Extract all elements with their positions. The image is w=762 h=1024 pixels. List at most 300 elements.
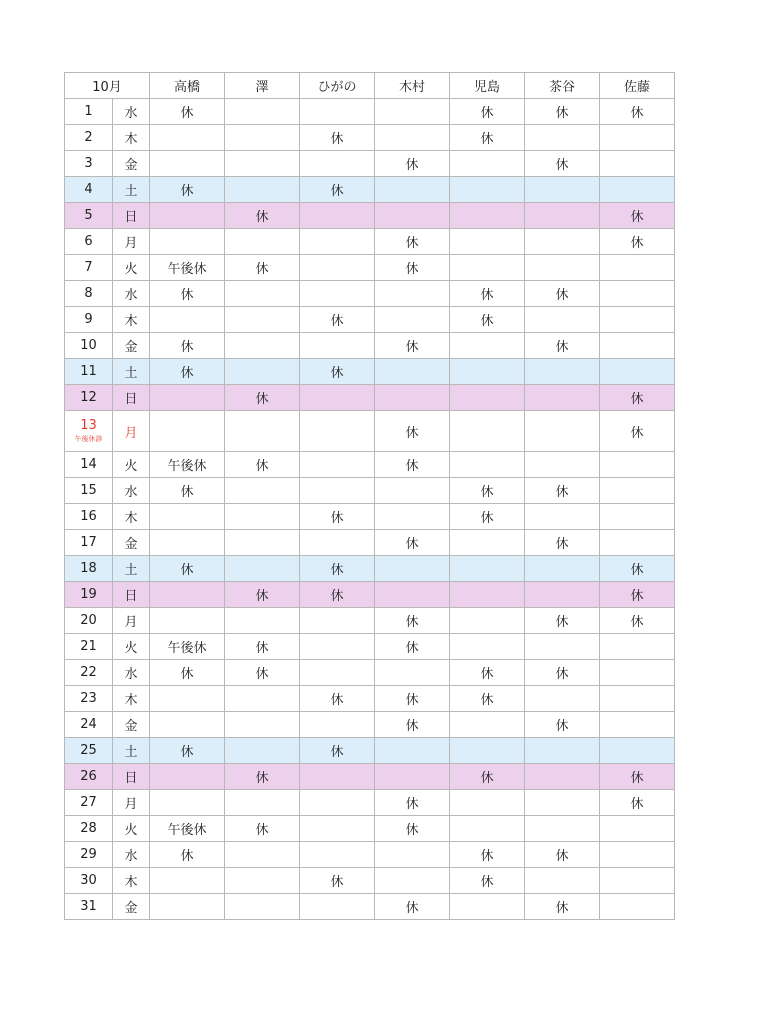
leave-cell: [600, 868, 675, 894]
day-row: [65, 764, 675, 790]
day-row: [65, 385, 675, 411]
leave-cell: [375, 764, 450, 790]
leave-cell: 休: [375, 686, 450, 712]
weekday-cell: 土: [113, 738, 150, 764]
date-number: 9: [84, 311, 93, 327]
date-cell: [65, 504, 113, 530]
leave-cell: [375, 582, 450, 608]
leave-cell: 休: [225, 816, 300, 842]
leave-cell: [600, 177, 675, 203]
leave-cell: [450, 582, 525, 608]
leave-cell: [300, 333, 375, 359]
leave-cell: 休: [375, 790, 450, 816]
leave-cell: [225, 125, 300, 151]
leave-cell: [525, 452, 600, 478]
date-number: 12: [80, 389, 97, 405]
leave-cell: 休: [225, 255, 300, 281]
weekday-cell: 土: [113, 177, 150, 203]
leave-cell: [450, 556, 525, 582]
leave-cell: [450, 177, 525, 203]
leave-cell: [225, 99, 300, 125]
date-number: 1: [84, 103, 93, 119]
date-cell: [65, 556, 113, 582]
leave-cell: [450, 816, 525, 842]
date-cell: [65, 255, 113, 281]
leave-cell: [150, 868, 225, 894]
leave-cell: [600, 151, 675, 177]
leave-cell: [150, 229, 225, 255]
date-cell: [65, 125, 113, 151]
date-cell: [65, 203, 113, 229]
leave-cell: 休: [300, 556, 375, 582]
date-number: 11: [80, 363, 97, 379]
leave-cell: 休: [300, 307, 375, 333]
leave-cell: 休: [375, 816, 450, 842]
leave-cell: [375, 660, 450, 686]
leave-cell: [375, 738, 450, 764]
leave-cell: [450, 452, 525, 478]
date-cell: [65, 738, 113, 764]
leave-cell: [150, 385, 225, 411]
date-cell: [65, 151, 113, 177]
leave-cell: [375, 504, 450, 530]
leave-cell: [375, 842, 450, 868]
date-cell: [65, 281, 113, 307]
date-number: 26: [80, 768, 97, 784]
weekday-cell: 水: [113, 478, 150, 504]
day-row: [65, 229, 675, 255]
leave-cell: 休: [300, 359, 375, 385]
leave-cell: [300, 764, 375, 790]
date-cell: [65, 229, 113, 255]
weekday-cell: 火: [113, 816, 150, 842]
date-cell: [65, 385, 113, 411]
day-row: [65, 125, 675, 151]
day-row: [65, 333, 675, 359]
leave-cell: 休: [375, 712, 450, 738]
leave-cell: [600, 125, 675, 151]
day-row: [65, 359, 675, 385]
leave-cell: [375, 359, 450, 385]
leave-cell: 休: [375, 452, 450, 478]
day-row: [65, 307, 675, 333]
leave-cell: 休: [600, 790, 675, 816]
leave-cell: 休: [225, 452, 300, 478]
leave-cell: [450, 530, 525, 556]
day-row: [65, 151, 675, 177]
leave-cell: 休: [450, 99, 525, 125]
leave-cell: 休: [600, 411, 675, 452]
leave-cell: [225, 411, 300, 452]
leave-cell: [525, 125, 600, 151]
leave-cell: 休: [225, 634, 300, 660]
leave-cell: [225, 712, 300, 738]
weekday-cell: 日: [113, 385, 150, 411]
leave-cell: [600, 712, 675, 738]
leave-cell: 休: [450, 478, 525, 504]
leave-cell: [150, 411, 225, 452]
leave-cell: 休: [525, 99, 600, 125]
leave-cell: [300, 281, 375, 307]
leave-cell: 休: [525, 151, 600, 177]
day-row: [65, 634, 675, 660]
date-number: 15: [80, 482, 97, 498]
weekday-cell: 月: [113, 790, 150, 816]
date-number: 3: [84, 155, 93, 171]
leave-cell: [300, 255, 375, 281]
leave-cell: [600, 842, 675, 868]
leave-cell: [600, 255, 675, 281]
leave-cell: 休: [150, 738, 225, 764]
leave-cell: [150, 307, 225, 333]
date-cell: [65, 530, 113, 556]
day-row: [65, 790, 675, 816]
day-row: [65, 868, 675, 894]
leave-cell: 午後休: [150, 816, 225, 842]
leave-cell: 休: [450, 686, 525, 712]
leave-cell: [450, 203, 525, 229]
weekday-cell: 木: [113, 504, 150, 530]
leave-cell: [525, 816, 600, 842]
leave-cell: 休: [525, 894, 600, 920]
leave-cell: 休: [150, 333, 225, 359]
day-row: [65, 842, 675, 868]
leave-cell: [300, 478, 375, 504]
leave-cell: [525, 764, 600, 790]
leave-cell: [300, 452, 375, 478]
leave-cell: [600, 686, 675, 712]
leave-cell: [525, 359, 600, 385]
day-row: [65, 177, 675, 203]
leave-cell: [300, 608, 375, 634]
weekday-cell: 月: [113, 608, 150, 634]
date-cell: [65, 359, 113, 385]
date-number: 13: [80, 418, 97, 433]
leave-cell: [300, 842, 375, 868]
date-number: 2: [84, 129, 93, 145]
leave-cell: 休: [525, 281, 600, 307]
leave-cell: [525, 307, 600, 333]
date-number: 5: [84, 207, 93, 223]
leave-cell: [225, 307, 300, 333]
day-row: [65, 504, 675, 530]
weekday-cell: 木: [113, 686, 150, 712]
leave-cell: [150, 203, 225, 229]
day-row: [65, 530, 675, 556]
date-note: 午後休診: [74, 435, 103, 443]
leave-cell: [525, 738, 600, 764]
leave-cell: 休: [600, 764, 675, 790]
date-cell: [65, 307, 113, 333]
staff-header: 澤: [225, 73, 300, 99]
day-row: [65, 556, 675, 582]
leave-cell: [225, 359, 300, 385]
date-number: 8: [84, 285, 93, 301]
leave-cell: [525, 177, 600, 203]
date-cell: [65, 712, 113, 738]
leave-cell: [300, 634, 375, 660]
leave-cell: 休: [525, 842, 600, 868]
leave-cell: 休: [300, 582, 375, 608]
day-row: [65, 816, 675, 842]
leave-cell: 休: [150, 478, 225, 504]
weekday-cell: 木: [113, 125, 150, 151]
leave-cell: 休: [450, 504, 525, 530]
leave-cell: [225, 868, 300, 894]
leave-cell: [600, 634, 675, 660]
date-cell: [65, 790, 113, 816]
date-number: 17: [80, 534, 97, 550]
weekday-cell: 水: [113, 281, 150, 307]
leave-cell: [600, 359, 675, 385]
leave-cell: [300, 530, 375, 556]
leave-cell: [300, 816, 375, 842]
leave-cell: [450, 894, 525, 920]
staff-header: 児島: [450, 73, 525, 99]
date-cell: [65, 478, 113, 504]
weekday-cell: 土: [113, 359, 150, 385]
leave-cell: [450, 359, 525, 385]
leave-cell: 休: [150, 177, 225, 203]
leave-cell: 午後休: [150, 255, 225, 281]
leave-cell: [150, 712, 225, 738]
date-cell: [65, 894, 113, 920]
leave-cell: 休: [225, 203, 300, 229]
leave-cell: 休: [525, 530, 600, 556]
weekday-cell: 木: [113, 307, 150, 333]
leave-cell: [600, 478, 675, 504]
day-row: [65, 686, 675, 712]
leave-cell: [150, 790, 225, 816]
day-row: [65, 281, 675, 307]
weekday-cell: 金: [113, 530, 150, 556]
day-row: [65, 738, 675, 764]
leave-cell: [450, 229, 525, 255]
date-number: 21: [80, 638, 97, 654]
leave-cell: [300, 660, 375, 686]
date-cell: [65, 842, 113, 868]
weekday-cell: 火: [113, 634, 150, 660]
date-number: 28: [80, 820, 97, 836]
leave-cell: [600, 660, 675, 686]
leave-cell: [300, 151, 375, 177]
leave-cell: [450, 151, 525, 177]
leave-cell: [600, 281, 675, 307]
date-number: 18: [80, 560, 97, 576]
leave-cell: 休: [450, 307, 525, 333]
date-cell: [65, 582, 113, 608]
leave-cell: [600, 307, 675, 333]
leave-cell: [450, 385, 525, 411]
staff-header: ひがの: [300, 73, 375, 99]
date-number: 30: [80, 872, 97, 888]
weekday-cell: 月: [113, 229, 150, 255]
leave-cell: 休: [225, 764, 300, 790]
leave-cell: [600, 504, 675, 530]
weekday-cell: 水: [113, 842, 150, 868]
weekday-cell: 日: [113, 764, 150, 790]
leave-cell: 休: [375, 151, 450, 177]
header-row: [65, 73, 675, 99]
leave-cell: 休: [450, 842, 525, 868]
leave-cell: 休: [375, 634, 450, 660]
date-number: 24: [80, 716, 97, 732]
weekday-cell: 木: [113, 868, 150, 894]
leave-cell: [225, 281, 300, 307]
schedule-body: [65, 99, 675, 920]
leave-cell: 休: [375, 608, 450, 634]
weekday-cell: 水: [113, 660, 150, 686]
leave-cell: 休: [600, 229, 675, 255]
date-number: 14: [80, 456, 97, 472]
date-cell: [65, 99, 113, 125]
leave-cell: [225, 608, 300, 634]
date-number: 22: [80, 664, 97, 680]
leave-cell: [300, 411, 375, 452]
date-cell: [65, 764, 113, 790]
day-row: [65, 99, 675, 125]
leave-cell: 休: [300, 738, 375, 764]
leave-cell: [600, 816, 675, 842]
leave-cell: [450, 790, 525, 816]
leave-cell: 休: [300, 177, 375, 203]
day-row: [65, 203, 675, 229]
leave-cell: [375, 478, 450, 504]
leave-cell: [450, 712, 525, 738]
leave-cell: 休: [525, 478, 600, 504]
leave-cell: [225, 686, 300, 712]
leave-cell: [525, 556, 600, 582]
leave-cell: 休: [600, 99, 675, 125]
leave-cell: [225, 177, 300, 203]
leave-cell: [225, 894, 300, 920]
weekday-cell: 火: [113, 255, 150, 281]
date-number: 29: [80, 846, 97, 862]
leave-cell: 休: [600, 556, 675, 582]
leave-cell: 休: [450, 660, 525, 686]
date-number: 19: [80, 586, 97, 602]
leave-cell: [150, 530, 225, 556]
date-cell: [65, 660, 113, 686]
weekday-cell: 火: [113, 452, 150, 478]
leave-cell: [525, 229, 600, 255]
date-cell: [65, 686, 113, 712]
weekday-cell: 金: [113, 333, 150, 359]
weekday-cell: 日: [113, 203, 150, 229]
leave-cell: [225, 530, 300, 556]
leave-cell: [525, 868, 600, 894]
leave-cell: [600, 894, 675, 920]
schedule-table: [64, 72, 675, 920]
date-number: 25: [80, 742, 97, 758]
leave-cell: [300, 712, 375, 738]
date-number: 7: [84, 259, 93, 275]
leave-cell: [375, 125, 450, 151]
leave-cell: 休: [375, 530, 450, 556]
leave-cell: [225, 790, 300, 816]
leave-cell: 休: [525, 712, 600, 738]
day-row: [65, 894, 675, 920]
leave-cell: [150, 125, 225, 151]
leave-cell: [375, 99, 450, 125]
leave-cell: 休: [525, 333, 600, 359]
leave-cell: 休: [150, 359, 225, 385]
leave-cell: 休: [300, 125, 375, 151]
weekday-cell: 日: [113, 582, 150, 608]
date-cell: [65, 868, 113, 894]
leave-cell: [300, 229, 375, 255]
leave-cell: [525, 385, 600, 411]
leave-cell: [225, 842, 300, 868]
leave-cell: [150, 151, 225, 177]
leave-cell: [150, 686, 225, 712]
leave-cell: [525, 790, 600, 816]
leave-cell: [450, 634, 525, 660]
leave-cell: 休: [225, 385, 300, 411]
leave-cell: 休: [225, 660, 300, 686]
leave-cell: 休: [150, 281, 225, 307]
leave-cell: [600, 738, 675, 764]
leave-cell: 午後休: [150, 634, 225, 660]
leave-cell: [525, 582, 600, 608]
leave-cell: [300, 894, 375, 920]
weekday-cell: 土: [113, 556, 150, 582]
leave-cell: 休: [375, 411, 450, 452]
leave-cell: [225, 333, 300, 359]
leave-cell: [375, 307, 450, 333]
month-header: 10月: [65, 73, 150, 99]
leave-cell: [525, 411, 600, 452]
day-row: [65, 255, 675, 281]
leave-cell: [450, 738, 525, 764]
leave-cell: 休: [150, 660, 225, 686]
leave-cell: [525, 203, 600, 229]
weekday-cell: 金: [113, 712, 150, 738]
leave-cell: [450, 333, 525, 359]
weekday-cell: 金: [113, 151, 150, 177]
leave-cell: 休: [300, 686, 375, 712]
leave-cell: [600, 530, 675, 556]
leave-cell: [600, 333, 675, 359]
leave-cell: [375, 868, 450, 894]
leave-cell: [150, 894, 225, 920]
leave-cell: [450, 255, 525, 281]
day-row: [65, 712, 675, 738]
leave-cell: 休: [150, 842, 225, 868]
leave-cell: 休: [450, 125, 525, 151]
leave-cell: [375, 177, 450, 203]
staff-header: 高橋: [150, 73, 225, 99]
day-row: [65, 411, 675, 452]
leave-cell: [375, 281, 450, 307]
staff-header: 木村: [375, 73, 450, 99]
leave-cell: [150, 608, 225, 634]
leave-cell: 休: [600, 582, 675, 608]
leave-cell: 休: [600, 385, 675, 411]
weekday-cell: 水: [113, 99, 150, 125]
date-number: 20: [80, 612, 97, 628]
leave-cell: [375, 385, 450, 411]
date-number: 6: [84, 233, 93, 249]
leave-cell: [225, 229, 300, 255]
leave-cell: [300, 99, 375, 125]
leave-cell: [525, 504, 600, 530]
leave-cell: [150, 582, 225, 608]
date-number: 10: [80, 337, 97, 353]
leave-cell: 休: [150, 99, 225, 125]
date-number: 31: [80, 898, 97, 914]
leave-cell: 休: [375, 894, 450, 920]
